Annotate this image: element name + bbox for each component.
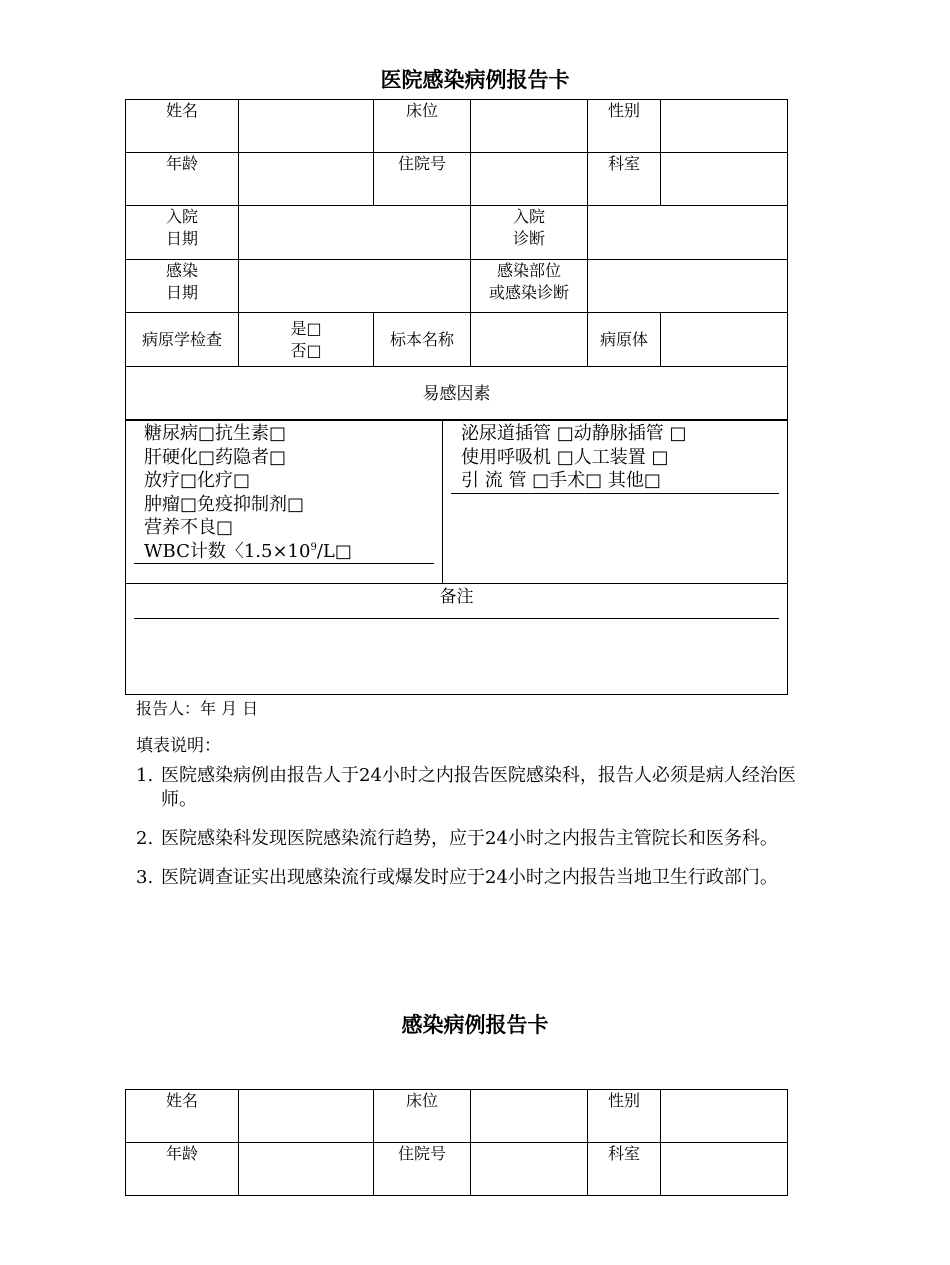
- admission-no-label: 住院号: [374, 153, 471, 206]
- instruction-number: 1.: [136, 765, 154, 786]
- name-label: 姓名: [126, 100, 239, 153]
- card1-title: 医院感染病例报告卡: [380, 68, 570, 92]
- age-label: 年龄: [126, 153, 239, 206]
- card2-sex-field[interactable]: [661, 1090, 788, 1143]
- pathogen-test-options: [239, 313, 374, 367]
- card2-name-field[interactable]: [239, 1090, 374, 1143]
- risk-left-item[interactable]: 肝硬化□药隐者□: [144, 446, 287, 468]
- department-field[interactable]: [661, 153, 788, 206]
- card2-name-label: 姓名: [126, 1090, 239, 1143]
- pathogen-label: 病原体: [588, 313, 661, 367]
- wbc-prefix: WBC计数〈1.5×10: [144, 540, 311, 562]
- card2-department-label: 科室: [588, 1143, 661, 1196]
- instruction-item: [136, 866, 826, 890]
- instructions-title: 填表说明：: [136, 736, 221, 756]
- instruction-number: 3.: [136, 867, 154, 888]
- card2-department-field[interactable]: [661, 1143, 788, 1196]
- sex-label: 性别: [588, 100, 661, 153]
- admission-date-field[interactable]: [239, 206, 471, 260]
- infection-date-label-line1: 感染: [165, 261, 198, 280]
- pathogen-test-label: 病原学检查: [126, 313, 239, 367]
- notes-divider: [134, 618, 779, 619]
- instruction-text: 医院调查证实出现感染流行或爆发时应于24小时之内报告当地卫生行政部门。: [161, 867, 778, 888]
- risk-right-item[interactable]: 泌尿道插管 □动静脉插管 □: [461, 423, 687, 444]
- risk-factors-header: 易感因素: [126, 367, 788, 421]
- admission-date-label-line1: 入院: [165, 207, 198, 226]
- bed-label: 床位: [374, 100, 471, 153]
- admission-diagnosis-field[interactable]: [588, 206, 788, 260]
- card2-age-label: 年龄: [126, 1143, 239, 1196]
- wbc-suffix: /L□: [316, 540, 352, 562]
- instruction-item: [136, 764, 826, 812]
- specimen-field[interactable]: [471, 313, 588, 367]
- card2-sex-label: 性别: [588, 1090, 661, 1143]
- infection-site-label: [471, 260, 588, 313]
- admission-date-label: [126, 206, 239, 260]
- risk-left-item[interactable]: 放疗□化疗□: [144, 470, 251, 491]
- infection-date-label-line2: 日期: [165, 283, 198, 302]
- instruction-number: 2.: [136, 828, 154, 849]
- instruction-item: [136, 827, 826, 851]
- admission-diagnosis-label: [471, 206, 588, 260]
- age-field[interactable]: [239, 153, 374, 206]
- risk-left-item[interactable]: 糖尿病□抗生素□: [144, 423, 287, 444]
- admission-diagnosis-label-line1: 入院: [512, 207, 545, 226]
- risk-factors-left: [126, 420, 443, 584]
- specimen-label: 标本名称: [374, 313, 471, 367]
- infection-site-label-line1: 感染部位: [496, 261, 561, 280]
- admission-diagnosis-label-line2: 诊断: [512, 229, 545, 248]
- admission-no-field[interactable]: [471, 153, 588, 206]
- risk-left-item[interactable]: 肿瘤□免疫抑制剂□: [144, 493, 305, 515]
- card2-bed-field[interactable]: [471, 1090, 588, 1143]
- bed-field[interactable]: [471, 100, 588, 153]
- risk-factors-right: [443, 420, 788, 584]
- name-field[interactable]: [239, 100, 374, 153]
- wbc-superscript: 9: [310, 541, 317, 553]
- card2-admission-no-label: 住院号: [374, 1143, 471, 1196]
- card2-admission-no-field[interactable]: [471, 1143, 588, 1196]
- yes-checkbox[interactable]: 是□: [290, 318, 322, 338]
- risk-left-item[interactable]: 营养不良□: [144, 517, 234, 538]
- infection-date-label: [126, 260, 239, 313]
- card2-age-field[interactable]: [239, 1143, 374, 1196]
- reporter-line: 报告人：年 月 日: [136, 699, 259, 718]
- risk-factors-table: [125, 419, 788, 695]
- infection-date-field[interactable]: [239, 260, 471, 313]
- instruction-text: 医院感染病例由报告人于24小时之内报告医院感染科，报告人必须是病人经治医师。: [161, 765, 796, 810]
- card1-form-table: [125, 99, 788, 421]
- notes-label: 备注: [439, 587, 474, 607]
- department-label: 科室: [588, 153, 661, 206]
- wbc-row[interactable]: [134, 540, 434, 565]
- card2-bed-label: 床位: [374, 1090, 471, 1143]
- infection-site-field[interactable]: [588, 260, 788, 313]
- card2-title: 感染病例报告卡: [401, 1013, 549, 1037]
- risk-right-item[interactable]: 引 流 管 □手术□ 其他□: [451, 469, 779, 494]
- no-checkbox[interactable]: 否□: [290, 340, 322, 360]
- card2-form-table: [125, 1089, 788, 1196]
- admission-date-label-line2: 日期: [165, 229, 198, 248]
- infection-site-label-line2: 或感染诊断: [488, 283, 569, 302]
- instruction-text: 医院感染科发现医院感染流行趋势，应于24小时之内报告主管院长和医务科。: [161, 828, 778, 849]
- risk-right-item[interactable]: 使用呼吸机 □人工装置 □: [461, 446, 669, 468]
- instructions-list: [136, 764, 826, 905]
- pathogen-field[interactable]: [661, 313, 788, 367]
- notes-cell[interactable]: [126, 584, 788, 695]
- sex-field[interactable]: [661, 100, 788, 153]
